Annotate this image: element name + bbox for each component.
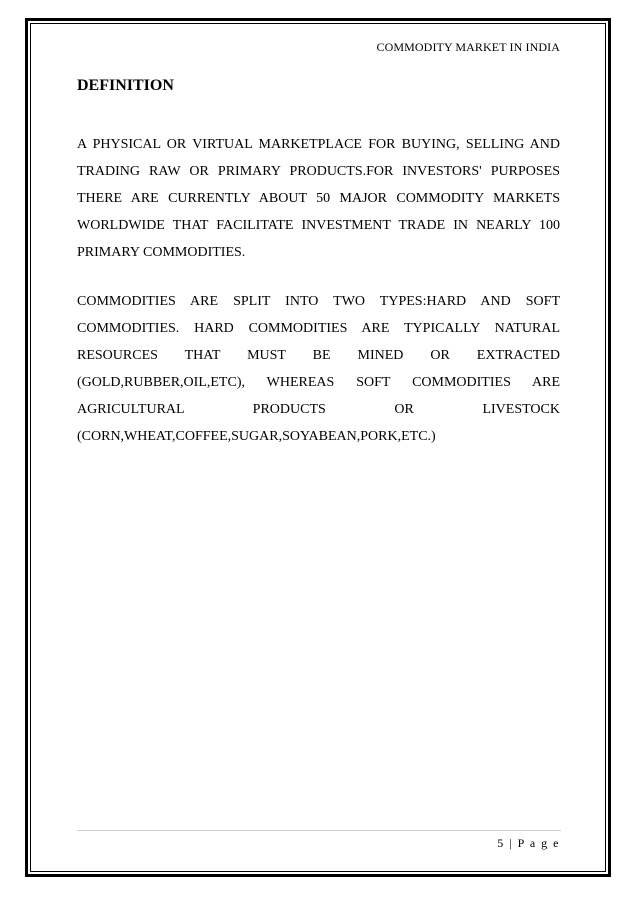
paragraph-definition: A PHYSICAL OR VIRTUAL MARKETPLACE FOR BUYING, SELLING AND TRADING RAW OR PRIMARY PRODUCTS.FOR INVESTORS' PURPOSES THERE ARE CURRENTLY ABOUT 50 MAJOR COMMODITY MARKETS WORLDWIDE THAT FACILITATE INVESTMENT TRADE IN NEARLY 100 PRIMARY COMMODITIES.	[77, 137, 560, 260]
running-header: COMMODITY MARKET IN INDIA	[376, 40, 560, 54]
section-heading: DEFINITION	[77, 77, 174, 94]
paragraph-commodity-types: COMMODITIES ARE SPLIT INTO TWO TYPES:HARD AND SOFT COMMODITIES. HARD COMMODITIES ARE TYPICALLY NATURAL RESOURCES THAT MUST BE MINED OR EXTRACTED (GOLD,RUBBER,OIL,ETC), WHEREAS SOFT COMMODITIES ARE AGRICULTURAL PRODUCTS OR LIVESTOCK (CORN,WHEAT,COFFEE,SUGAR,SOYABEAN,PORK,ETC.)	[77, 294, 560, 444]
footer-divider	[77, 830, 561, 831]
page-number: 5 | P a g e	[497, 836, 560, 850]
